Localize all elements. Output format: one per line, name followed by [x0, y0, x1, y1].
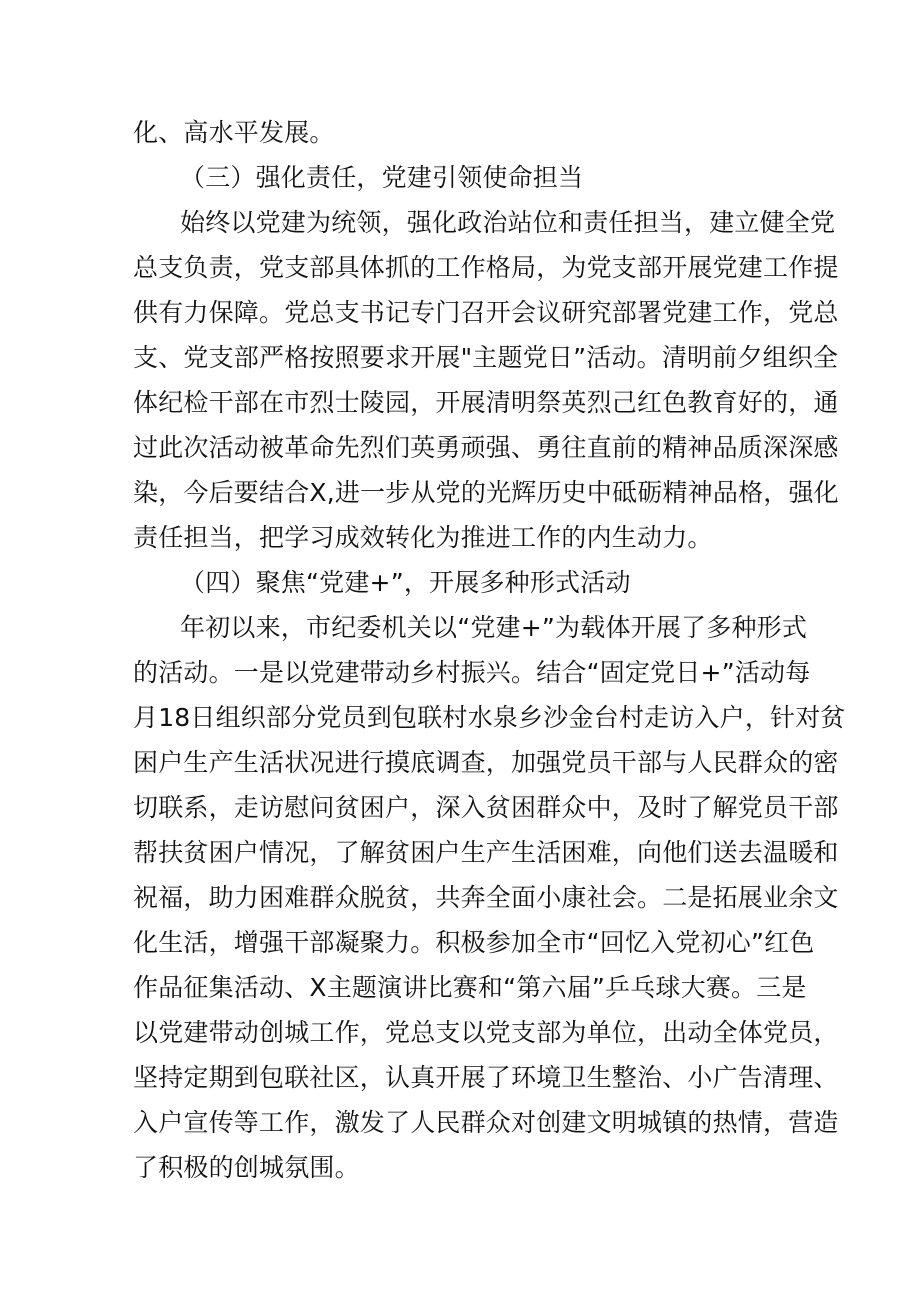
paragraph-line: 入户宣传等工作，激发了人民群众对创建文明城镇的热情，营造 — [133, 1108, 839, 1137]
paragraph-line: 月18日组织部分党员到包联村水泉乡沙金台村走访入户，针对贫 — [133, 703, 846, 732]
paragraph-line: 坚持定期到包联社区，认真开展了环境卫生整治、小广告清理、 — [133, 1063, 839, 1092]
paragraph-line: 困户生产生活状况进行摸底调查，加强党员干部与人民群众的密 — [133, 748, 839, 777]
paragraph-line: 帮扶贫困户情况，了解贫困户生产生活困难，向他们送去温暖和 — [133, 838, 839, 867]
paragraph-line: 祝福，助力困难群众脱贫，共奔全面小康社会。二是拓展业余文 — [133, 883, 839, 912]
paragraph-line: 始终以党建为统领，强化政治站位和责任担当，建立健全党 — [180, 208, 836, 237]
paragraph-line: 了积极的创城氛围。 — [133, 1153, 360, 1182]
paragraph-line: 化、高水平发展。 — [133, 118, 335, 147]
section-heading-4: （四）聚焦“党建+”，开展多种形式活动 — [180, 568, 631, 597]
section-heading-3: （三）强化责任，党建引领使命担当 — [180, 163, 584, 192]
paragraph-line: 切联系，走访慰问贫困户，深入贫困群众中，及时了解党员干部 — [133, 793, 839, 822]
paragraph-line: 以党建带动创城工作，党总支以党支部为单位，出动全体党员， — [133, 1018, 839, 1047]
paragraph-line: 化生活，增强干部凝聚力。积极参加全市“回忆入党初心”红色 — [133, 928, 815, 957]
paragraph-line: 总支负责，党支部具体抓的工作格局，为党支部开展党建工作提 — [133, 253, 839, 282]
paragraph-line: 年初以来，市纪委机关以“党建+”为载体开展了多种形式 — [180, 613, 808, 642]
paragraph-line: 体纪检干部在市烈士陵园，开展清明祭英烈己红色教育好的，通 — [133, 388, 839, 417]
paragraph-line: 过此次活动被革命先烈们英勇顽强、勇往直前的精神品质深深感 — [133, 433, 839, 462]
paragraph-line: 支、党支部严格按照要求开展"主题党日”活动。清明前夕组织全 — [133, 343, 839, 372]
paragraph-line: 的活动。一是以党建带动乡村振兴。结合“固定党日+”活动每 — [133, 658, 811, 687]
paragraph-line: 染，今后要结合X,进一步从党的光辉历史中砥砺精神品格，强化 — [133, 478, 839, 507]
paragraph-line: 供有力保障。党总支书记专门召开会议研究部署党建工作，党总 — [133, 298, 839, 327]
paragraph-line: 作品征集活动、X主题演讲比赛和“第六届”乒乓球大赛。三是 — [133, 973, 807, 1002]
paragraph-line: 责任担当，把学习成效转化为推进工作的内生动力。 — [133, 523, 713, 552]
